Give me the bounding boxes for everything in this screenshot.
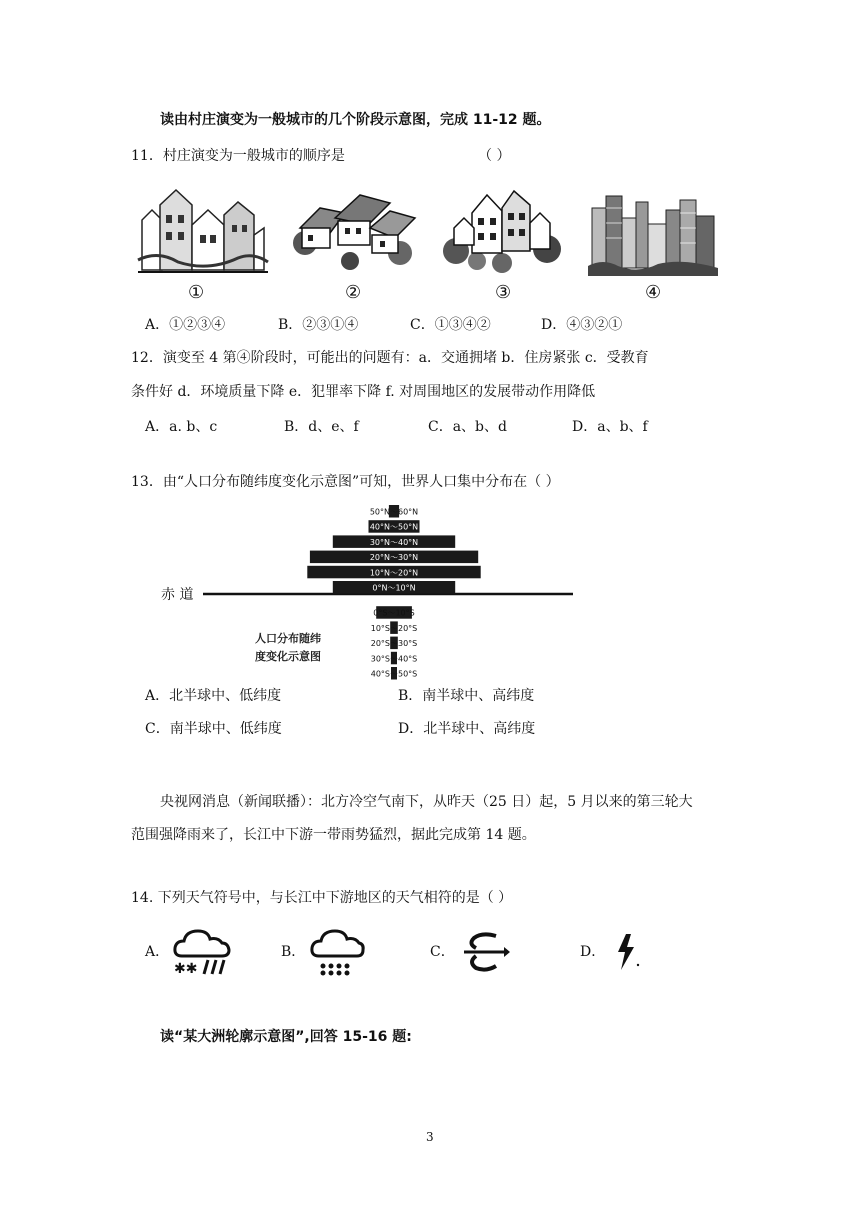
- population-latitude-chart: [155, 502, 585, 679]
- lightning-icon: [612, 932, 642, 972]
- latitude-label: 0°N～10°N: [372, 583, 416, 593]
- rain-snow-icon: [172, 928, 234, 976]
- latitude-label: 10°S～20°S: [370, 623, 418, 633]
- q11-option-b: B．②③①④: [278, 317, 359, 333]
- q13-option-c: C．南半球中、低纬度: [145, 721, 282, 737]
- q14-option-b-label: B．: [281, 944, 306, 960]
- q14-option-c-label: C．: [430, 944, 455, 960]
- latitude-label: 20°S～30°S: [370, 639, 418, 649]
- q11-answer-paren: （ ）: [478, 148, 511, 164]
- latitude-label: 20°N～30°N: [369, 553, 419, 563]
- q11-option-a: A．①②③④: [145, 317, 226, 333]
- chart-caption-line1: 人口分布随纬: [255, 632, 321, 645]
- q12-stem-line2: 条件好 d．环境质量下降 e．犯罪率下降 f. 对周围地区的发展带动作用降低: [131, 384, 596, 400]
- q13-option-b: B．南半球中、高纬度: [398, 688, 535, 704]
- typhoon-icon: [460, 930, 512, 972]
- q11-option-d: D．④③②①: [541, 317, 623, 333]
- q12-option-d: D．a、b、f: [572, 419, 648, 435]
- q12-option-a: A．a. b、c: [145, 419, 218, 435]
- latitude-label: 30°S～40°S: [370, 654, 418, 664]
- equator-label: 赤 道: [161, 587, 194, 603]
- town-stage-3-image: [442, 183, 562, 273]
- q14-stem: 14. 下列天气符号中，与长江中下游地区的天气相符的是（ ）: [131, 890, 513, 906]
- q13-option-d: D．北半球中、高纬度: [398, 721, 536, 737]
- page-number: 3: [426, 1130, 434, 1144]
- q12-option-b: B．d、e、f: [284, 419, 359, 435]
- news-line1: 央视网消息（新闻联播）：北方冷空气南下，从昨天（25 日）起，5 月以来的第三轮大: [160, 794, 693, 810]
- latitude-label: 0°S～10°S: [373, 608, 415, 618]
- news-line2: 范围强降雨来了，长江中下游一带雨势猛烈，据此完成第 14 题。: [131, 827, 536, 843]
- latitude-label: 30°N～40°N: [369, 537, 419, 547]
- q14-option-a-label: A．: [145, 944, 170, 960]
- latitude-label: 10°N～20°N: [369, 568, 419, 578]
- village-stage-2-image: [290, 183, 418, 271]
- q12-stem-line1: 12．演变至 4 第④阶段时，可能出的问题有：a．交通拥堵 b．住房紧张 c．受教育: [131, 350, 649, 366]
- latitude-label: 40°S～50°S: [370, 669, 418, 679]
- image-label-1: ①: [188, 282, 205, 303]
- section-heading-11-12: 读由村庄演变为一般城市的几个阶段示意图，完成 11-12 题。: [160, 112, 551, 128]
- q11-stem: 11．村庄演变为一般城市的顺序是: [131, 148, 345, 164]
- q13-option-a: A．北半球中、低纬度: [145, 688, 282, 704]
- q14-option-d-label: D．: [580, 944, 606, 960]
- section-heading-15-16: 读“某大洲轮廓示意图”,回答 15-16 题:: [160, 1029, 412, 1045]
- latitude-label: 40°N～50°N: [369, 522, 419, 532]
- image-label-3: ③: [495, 282, 512, 303]
- image-label-4: ④: [645, 282, 662, 303]
- svg-text:✱✱: ✱✱: [174, 961, 198, 977]
- q12-option-c: C．a、b、d: [428, 419, 507, 435]
- chart-caption-line2: 度变化示意图: [255, 650, 321, 663]
- q13-stem: 13．由“人口分布随纬度变化示意图”可知，世界人口集中分布在（ ）: [131, 474, 560, 490]
- image-label-2: ②: [345, 282, 362, 303]
- city-stage-4-image: [588, 188, 718, 276]
- village-stage-1-image: [138, 180, 268, 275]
- q11-option-c: C．①③④②: [410, 317, 491, 333]
- rain-icon: [309, 928, 365, 976]
- latitude-label: 50°N～60°N: [369, 507, 419, 517]
